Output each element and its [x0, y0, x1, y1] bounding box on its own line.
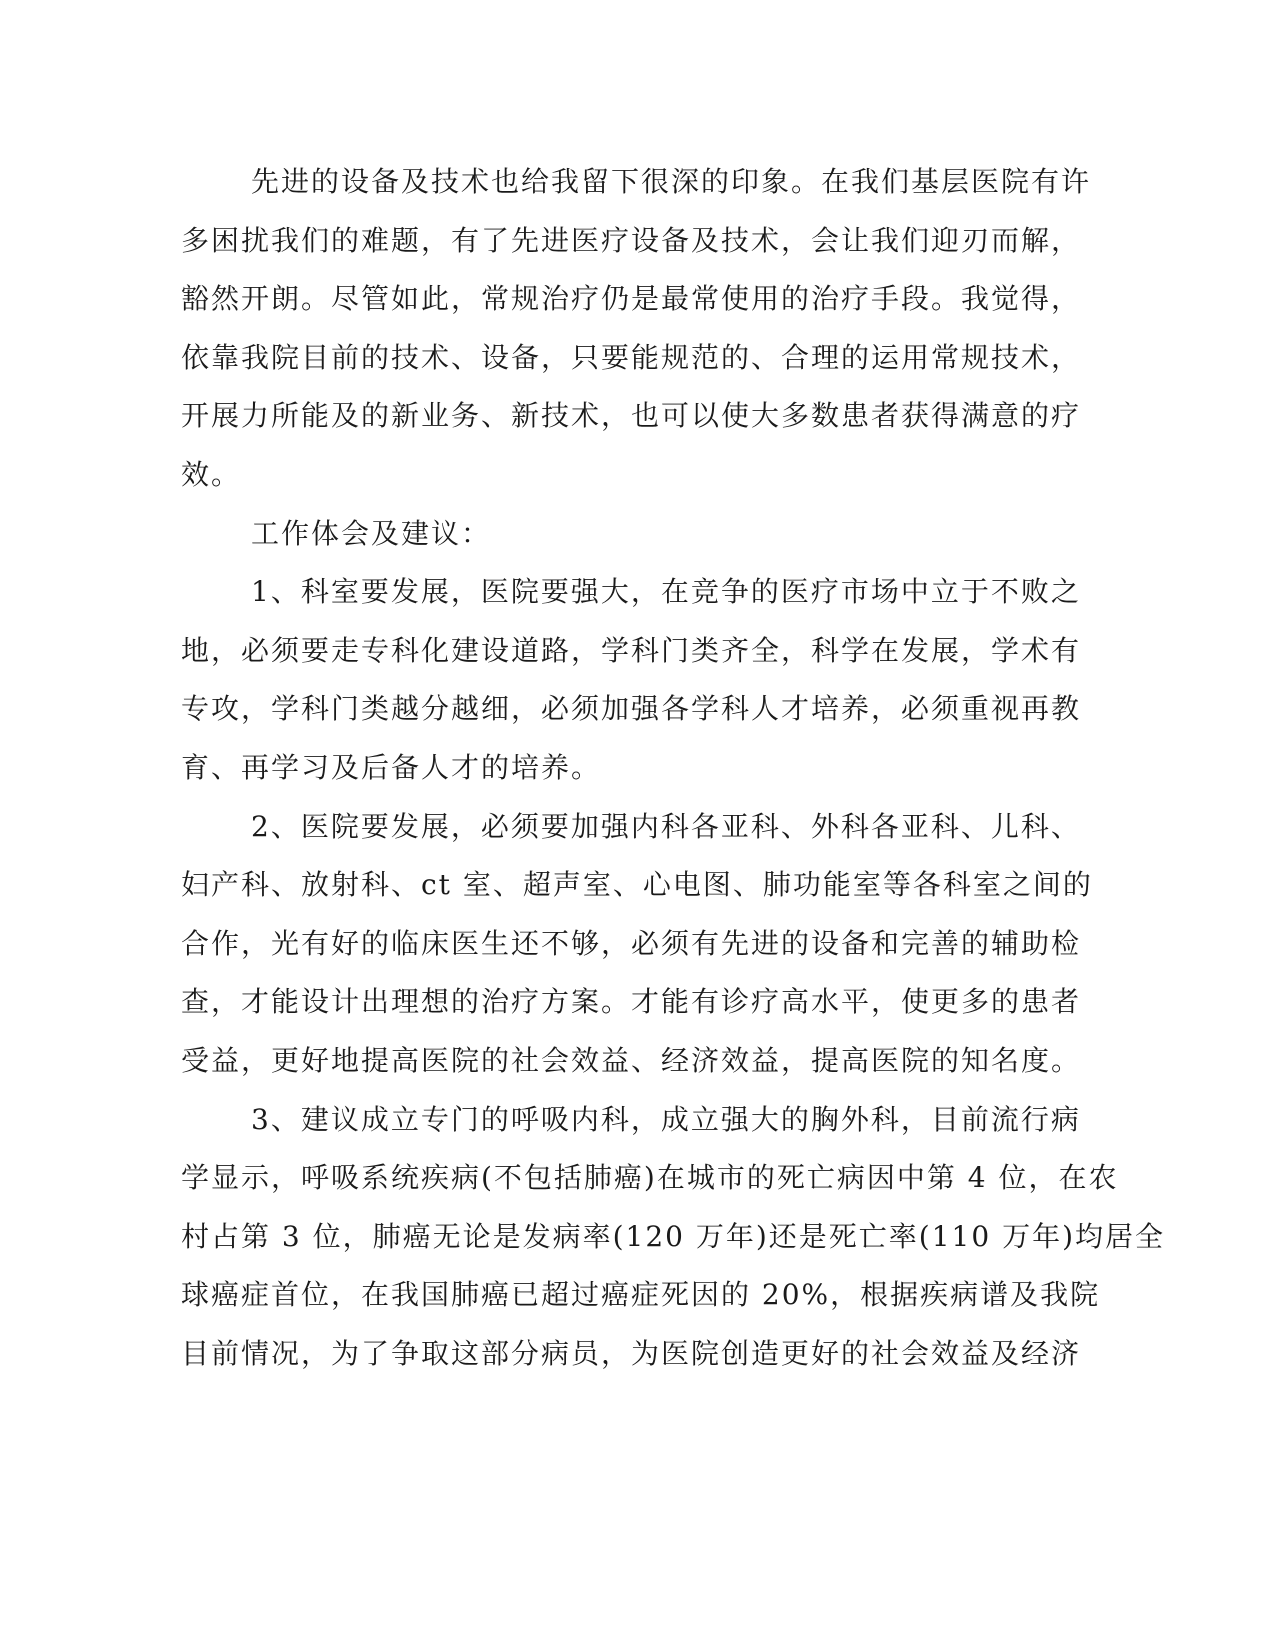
- text-line: 学显示，呼吸系统疾病(不包括肺癌)在城市的死亡病因中第 4 位，在农: [181, 1161, 1119, 1194]
- text-line: 球癌症首位，在我国肺癌已超过癌症死因的 20%，根据疾病谱及我院: [181, 1278, 1101, 1311]
- text-line: 受益，更好地提高医院的社会效益、经济效益，提高医院的知名度。: [181, 1044, 1082, 1077]
- text-line: 豁然开朗。尽管如此，常规治疗仍是最常使用的治疗手段。我觉得，: [181, 282, 1082, 315]
- text-line: 育、再学习及后备人才的培养。: [181, 751, 602, 784]
- text-line: 妇产科、放射科、ct 室、超声室、心电图、肺功能室等各科室之间的: [181, 868, 1093, 901]
- section-heading: 工作体会及建议：: [251, 517, 492, 550]
- text-line: 3、建议成立专门的呼吸内科，成立强大的胸外科，目前流行病: [251, 1103, 1081, 1136]
- text-line: 查，才能设计出理想的治疗方案。才能有诊疗高水平，使更多的患者: [181, 985, 1082, 1018]
- text-line: 开展力所能及的新业务、新技术，也可以使大多数患者获得满意的疗: [181, 399, 1082, 432]
- text-line: 目前情况，为了争取这部分病员，为医院创造更好的社会效益及经济: [181, 1337, 1082, 1370]
- text-line: 效。: [181, 458, 242, 491]
- text-line: 多困扰我们的难题，有了先进医疗设备及技术，会让我们迎刃而解，: [181, 224, 1082, 257]
- text-line: 2、医院要发展，必须要加强内科各亚科、外科各亚科、儿科、: [251, 810, 1081, 843]
- text-line: 1、科室要发展，医院要强大，在竞争的医疗市场中立于不败之: [251, 575, 1081, 608]
- text-line: 合作，光有好的临床医生还不够，必须有先进的设备和完善的辅助检: [181, 927, 1082, 960]
- text-line: 先进的设备及技术也给我留下很深的印象。在我们基层医院有许: [251, 165, 1092, 198]
- text-line: 村占第 3 位，肺癌无论是发病率(120 万年)还是死亡率(110 万年)均居全: [181, 1220, 1166, 1253]
- text-line: 依靠我院目前的技术、设备，只要能规范的、合理的运用常规技术，: [181, 341, 1082, 374]
- text-line: 地，必须要走专科化建设道路，学科门类齐全，科学在发展，学术有: [181, 634, 1082, 667]
- text-line: 专攻，学科门类越分越细，必须加强各学科人才培养，必须重视再教: [181, 692, 1082, 725]
